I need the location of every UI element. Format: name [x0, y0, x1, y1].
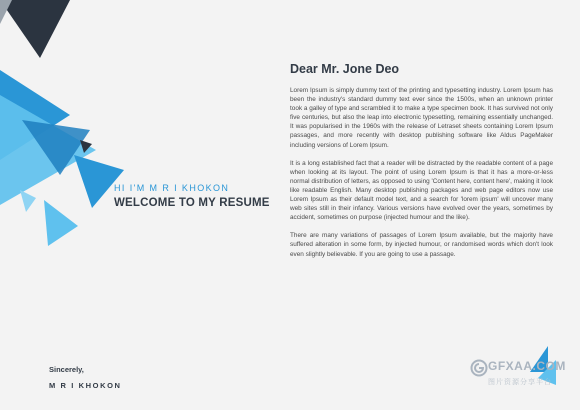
salutation: Dear Mr. Jone Deo: [290, 62, 400, 76]
letter-paragraph: It is a long established fact that a reader will be distracted by the readable content of a page when looking at its layout. The point of using Lorem Ipsum is that it has a more-or-less normal distribution of letters, as opposed to using 'Content here, content here', making it look like readable English. Many desktop publishing packages and web page editors now use Lorem Ipsum as their default model text, and a search for 'lorem ipsum' will uncover many web sites still in their infancy. Various versions have evolved over the years, sometimes by accident, sometimes on purpose (injected humour and the like).: [290, 159, 553, 222]
letter-body: [290, 62, 553, 268]
welcome-heading: WELCOME TO MY RESUME: [114, 197, 270, 209]
watermark-text: GFXAA.COM: [488, 359, 566, 373]
letter-paragraph: Lorem Ipsum is simply dummy text of the printing and typesetting industry. Lorem Ipsum has been the industry's standard dummy text ever since the 1500s, when an unknown printer took a galley of type and scrambled it to make a type specimen book. It has survived not only five centuries, but also the leap into electronic typesetting, remaining essentially unchanged. It was popularised in the 1960s with the release of Letraset sheets containing Lorem Ipsum passages, and more recently with desktop publishing software like Aldus PageMaker including versions of Lorem Ipsum.: [290, 87, 553, 149]
top-dark-triangle: [0, 0, 70, 58]
sincerely-text: Sincerely,: [49, 365, 84, 374]
letter-paragraph: There are many variations of passages of Lorem Ipsum available, but the majority have suffered alteration in some form, by injected humour, or randomised words which don't look even slightly believable. If you are going to use a passage.: [290, 232, 553, 258]
watermark: [470, 355, 570, 395]
watermark-subtext: 图片资源分享平台: [488, 379, 552, 386]
bottom-sky-triangle: [44, 200, 78, 246]
watermark-logo-icon: [470, 359, 488, 377]
signer-name: M R I KHOKON: [49, 381, 122, 390]
tiny-sky-triangle: [20, 190, 36, 212]
signoff-block: [49, 365, 122, 390]
intro-block: [114, 183, 270, 209]
greeting-text: HI I'M M R I KHOKON: [114, 183, 230, 193]
